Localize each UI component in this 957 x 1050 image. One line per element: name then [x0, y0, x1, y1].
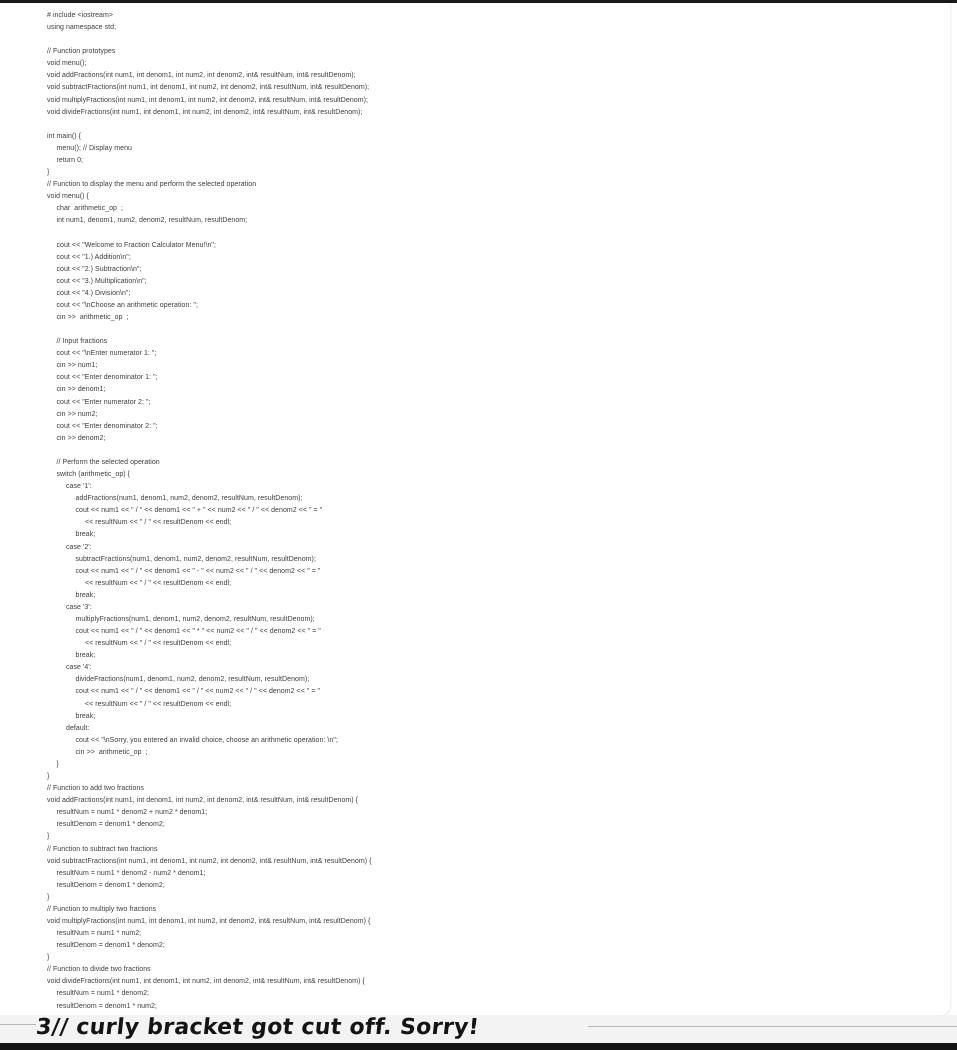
- code-line: cout << "Enter denominator 1: ";: [56, 374, 158, 382]
- code-line: cin >> arithmetic_op ;: [56, 314, 129, 321]
- code-line: using namespace std;: [47, 24, 117, 32]
- code-line: resultNum = num1 * denom2 - num2 * denom1;: [56, 869, 206, 877]
- code-line: # include <iostream>: [47, 12, 113, 19]
- strip-rule-left: [0, 1024, 36, 1025]
- code-line: }: [47, 893, 50, 901]
- code-line: }: [47, 833, 50, 841]
- code-line: cin >> arithmetic_op ;: [75, 748, 148, 756]
- code-line: divideFractions(num1, denom1, num2, denom2, resultNum, resultDenom);: [75, 676, 310, 684]
- code-line: resultDenom = denom1 * denom2;: [56, 821, 165, 829]
- code-line: cout << "Welcome to Fraction Calculator Menu!\n";: [56, 241, 216, 249]
- code-line: }: [47, 169, 50, 177]
- code-line: << resultNum << " / " << resultDenom << endl;: [85, 579, 232, 587]
- code-line: return 0;: [56, 156, 84, 164]
- code-line: // Function to multiply two fractions: [47, 905, 157, 913]
- code-line: cout << "3.) Multiplication\n";: [56, 277, 147, 285]
- code-line: resultNum = num1 * denom2 + num2 * denom1;: [56, 809, 208, 817]
- code-line: void multiplyFractions(int num1, int denom1, int num2, int denom2, int& resultNum, int& resultDenom);: [47, 96, 368, 104]
- code-line: void addFractions(int num1, int denom1, int num2, int denom2, int& resultNum, int& resultDenom) {: [47, 797, 359, 805]
- code-line: resultNum = num1 * num2;: [56, 930, 142, 938]
- code-line: cin >> denom1;: [56, 386, 106, 394]
- code-line: }: [47, 773, 50, 781]
- code-line: switch (arithmetic_op) {: [56, 471, 131, 479]
- code-line: break;: [75, 531, 96, 539]
- code-line: case '1':: [66, 483, 92, 491]
- code-line: cout << "4.) Division\n";: [56, 289, 131, 297]
- code-line: void subtractFractions(int num1, int denom1, int num2, int denom2, int& resultNum, int& resultDenom);: [47, 84, 370, 92]
- code-line: void addFractions(int num1, int denom1, int num2, int denom2, int& resultNum, int& resultDenom);: [47, 72, 356, 80]
- code-line: resultDenom = denom1 * denom2;: [56, 942, 165, 950]
- code-line: << resultNum << " / " << resultDenom << endl;: [85, 700, 232, 708]
- code-line: cout << "\nChoose an arithmetic operation: ";: [56, 301, 198, 309]
- code-line: cout << "\nEnter numerator 1: ";: [56, 350, 157, 358]
- code-line: default:: [66, 724, 90, 732]
- code-line: cout << "2.) Subtraction\n";: [56, 265, 142, 273]
- code-line: break;: [75, 712, 96, 720]
- code-line: resultNum = num1 * denom2;: [56, 990, 150, 998]
- code-line: // Function to display the menu and perform the selected operation: [47, 181, 257, 189]
- code-line: cout << num1 << " / " << denom1 << " * " << num2 << " / " << denom2 << " = ": [75, 628, 321, 636]
- code-line: void multiplyFractions(int num1, int denom1, int num2, int denom2, int& resultNum, int& resultDenom) {: [47, 918, 371, 925]
- code-line: // Function to subtract two fractions: [47, 845, 158, 853]
- code-line: cout << "Enter denominator 2: ";: [56, 422, 158, 430]
- code-line: }: [47, 954, 50, 962]
- code-line: // Input fractions: [56, 338, 108, 346]
- code-line: addFractions(num1, denom1, num2, denom2, resultNum, resultDenom);: [75, 495, 303, 503]
- code-line: cin >> num2;: [56, 410, 98, 418]
- bottom-edge-bar: [0, 1043, 957, 1050]
- code-line: resultDenom = denom1 * num2;: [56, 1002, 157, 1010]
- code-line: cout << "1.) Addition\n";: [56, 253, 131, 261]
- code-line: break;: [75, 652, 96, 660]
- code-line: int num1, denom1, num2, denom2, resultNum, resultDenom;: [56, 217, 248, 225]
- code-line: void subtractFractions(int num1, int denom1, int num2, int denom2, int& resultNum, int& resultDenom) {: [47, 857, 372, 865]
- code-line: break;: [75, 591, 96, 599]
- code-line: menu(); // Display menu: [56, 144, 132, 152]
- code-line: cout << num1 << " / " << denom1 << " + " << num2 << " / " << denom2 << " = ": [75, 507, 323, 515]
- code-line: // Function to divide two fractions: [47, 966, 151, 974]
- code-line: void divideFractions(int num1, int denom1, int num2, int denom2, int& resultNum, int& resultDenom) {: [47, 978, 365, 986]
- code-line: resultDenom = denom1 * denom2;: [56, 881, 165, 889]
- code-line: cout << "\nSorry, you entered an invalid choice, choose an arithmetic operation: \n";: [75, 736, 338, 744]
- handwritten-note: 3// curly bracket got cut off. Sorry!: [34, 1015, 481, 1040]
- code-line: char arithmetic_op ;: [56, 205, 123, 213]
- code-line: }: [56, 760, 59, 768]
- code-line: void divideFractions(int num1, int denom1, int num2, int denom2, int& resultNum, int& resultDenom);: [47, 108, 363, 116]
- code-line: << resultNum << " / " << resultDenom << endl;: [85, 519, 232, 527]
- code-line: cin >> denom2;: [56, 434, 106, 442]
- code-line: // Perform the selected operation: [56, 458, 160, 466]
- code-line: subtractFractions(num1, denom1, num2, denom2, resultNum, resultDenom);: [75, 555, 316, 563]
- strip-rule-right: [588, 1026, 957, 1027]
- code-line: void menu();: [47, 60, 87, 68]
- code-line: cout << "Enter numerator 2: ";: [56, 398, 151, 406]
- code-line: void menu() {: [47, 193, 89, 201]
- code-line: cout << num1 << " / " << denom1 << " - " << num2 << " / " << denom2 << " = ": [75, 567, 321, 575]
- code-line: cin >> num1;: [56, 362, 98, 370]
- code-line: multiplyFractions(num1, denom1, num2, denom2, resultNum, resultDenom);: [75, 616, 315, 623]
- code-line: case '3':: [66, 603, 92, 611]
- code-line: // Function to add two fractions: [47, 785, 144, 793]
- code-line: // Function prototypes: [47, 48, 116, 56]
- code-panel: [0, 3, 950, 1015]
- code-line: case '2':: [66, 543, 92, 551]
- code-line: cout << num1 << " / " << denom1 << " / " << num2 << " / " << denom2 << " = ": [75, 688, 321, 696]
- code-line: case '4':: [66, 664, 92, 672]
- code-line: int main() {: [47, 132, 82, 140]
- code-line: << resultNum << " / " << resultDenom << endl;: [85, 640, 232, 648]
